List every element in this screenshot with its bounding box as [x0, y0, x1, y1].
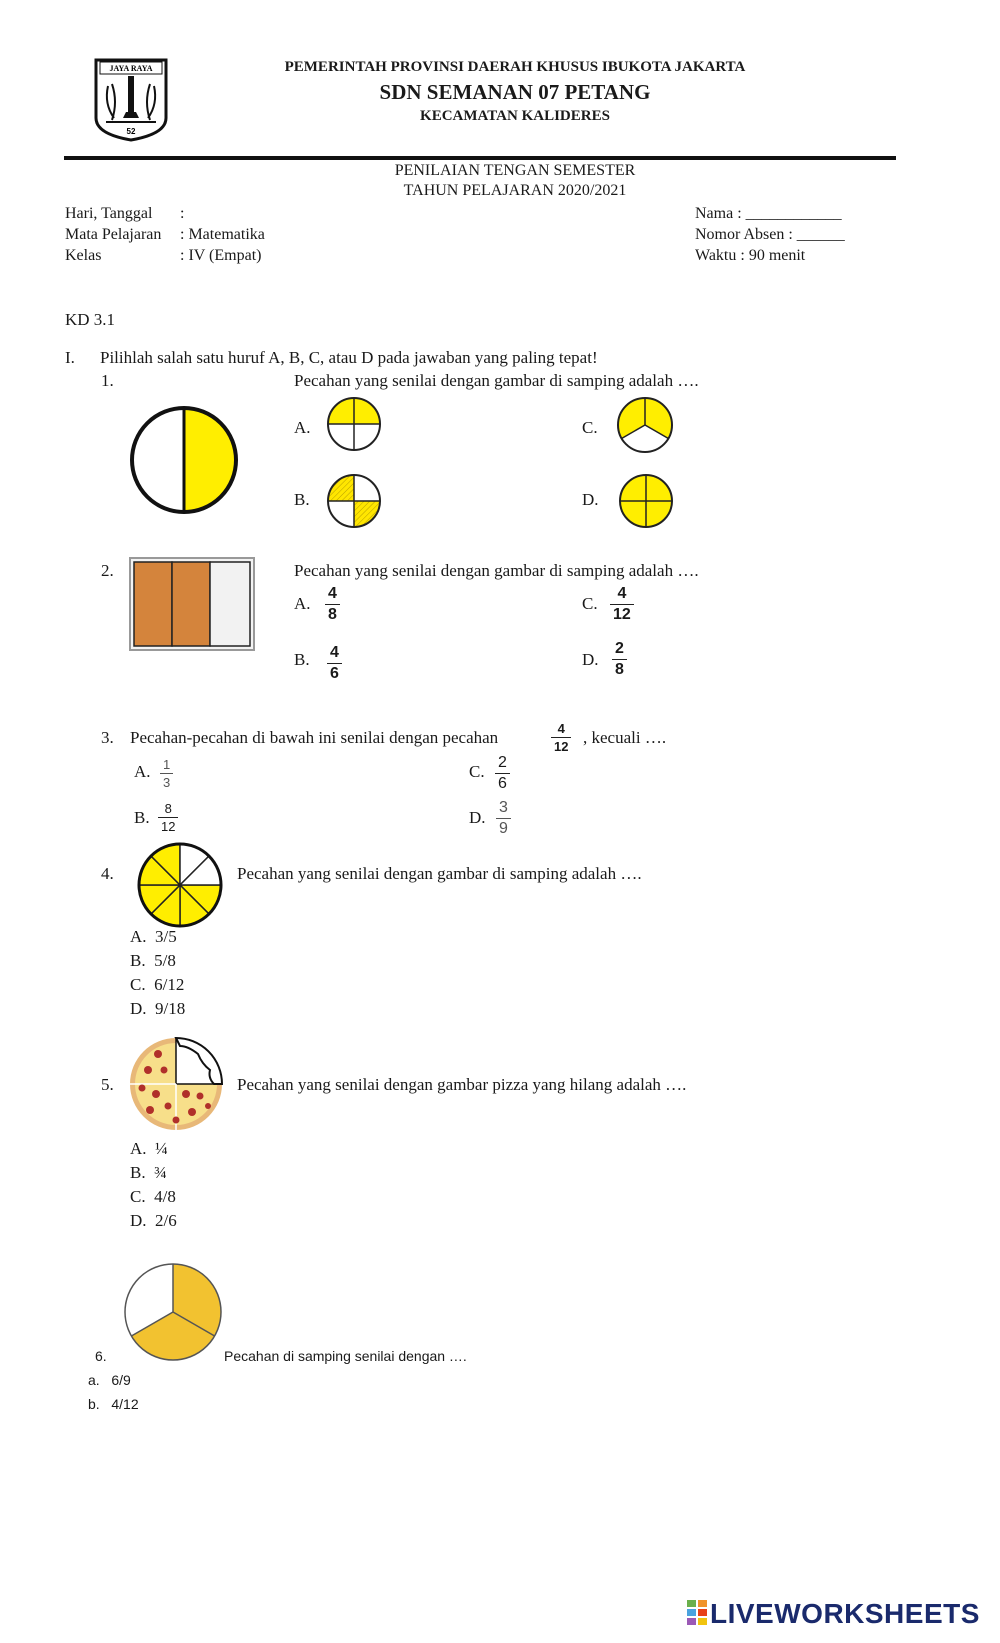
q3-ref-num: 4: [557, 721, 565, 736]
q2-text: Pecahan yang senilai dengan gambar di samping adalah ….: [294, 561, 699, 580]
q3-d-den: 9: [496, 818, 511, 837]
q3-c-num: 2: [498, 754, 507, 771]
header-line1: PEMERINTAH PROVINSI DAERAH KHUSUS IBUKOTA JAKARTA: [284, 59, 746, 75]
q3-number: 3.: [101, 728, 114, 747]
q5-option-b[interactable]: [130, 1163, 167, 1183]
q1-option-b-figure[interactable]: [325, 472, 383, 535]
q4-number: 4.: [101, 864, 114, 883]
q1-option-a-figure[interactable]: [325, 395, 383, 458]
absen-field: Nomor Absen : ______: [695, 226, 845, 243]
q1-option-c[interactable]: C.: [582, 418, 598, 437]
q6-text: Pecahan di samping senilai dengan ….: [224, 1348, 467, 1364]
logo-text: JAYA RAYA: [109, 64, 153, 73]
q2-a-den: 8: [325, 604, 340, 623]
q2-option-c-letter[interactable]: C.: [582, 594, 598, 613]
q2-d-num: 2: [615, 640, 624, 657]
q5-d-letter: D.: [130, 1211, 147, 1230]
hari-label: Hari, Tanggal: [65, 205, 153, 222]
q2-bar-figure: [128, 556, 256, 657]
q2-d-den: 8: [612, 659, 627, 678]
section-instruction: Pilihlah salah satu huruf A, B, C, atau D pada jawaban yang paling tepat!: [100, 348, 598, 367]
q1-text: Pecahan yang senilai dengan gambar di samping adalah ….: [294, 371, 699, 390]
q6-a-value: 6/9: [111, 1372, 131, 1388]
q3-option-d-letter[interactable]: D.: [469, 808, 486, 827]
q4-c-letter: C.: [130, 975, 146, 994]
q5-b-value: ¾: [154, 1163, 167, 1182]
q3-a-den: 3: [160, 773, 173, 789]
section-number: I.: [65, 348, 75, 367]
mapel-value: : Matematika: [180, 226, 265, 243]
q3-option-b-fraction[interactable]: [158, 802, 178, 833]
q1-option-d[interactable]: D.: [582, 490, 599, 509]
q3-option-c-fraction[interactable]: [495, 755, 510, 792]
q5-option-d[interactable]: [130, 1211, 177, 1231]
kelas-label: Kelas: [65, 247, 102, 264]
q4-b-value: 5/8: [154, 951, 176, 970]
logo-number: 52: [126, 127, 136, 136]
q4-b-letter: B.: [130, 951, 146, 970]
q5-b-letter: B.: [130, 1163, 146, 1182]
q2-option-a-letter[interactable]: A.: [294, 594, 311, 613]
q4-option-b[interactable]: [130, 951, 176, 971]
q3-option-a-letter[interactable]: A.: [134, 762, 151, 781]
liveworksheets-logo-icon: [687, 1600, 707, 1631]
q1-option-c-figure[interactable]: [615, 395, 675, 460]
exam-title: PENILAIAN TENGAN SEMESTER: [394, 162, 636, 179]
school-name: SDN SEMANAN 07 PETANG: [379, 80, 651, 104]
exam-year: TAHUN PELAJARAN 2020/2021: [403, 182, 627, 199]
q1-number: 1.: [101, 371, 114, 390]
q3-c-den: 6: [495, 773, 510, 792]
q3-b-num: 8: [164, 801, 172, 816]
q2-option-d-fraction[interactable]: [612, 641, 627, 678]
hari-value: :: [180, 205, 185, 222]
q3-b-den: 12: [158, 817, 178, 833]
q5-a-value: ¼: [155, 1139, 168, 1158]
q4-eighths-circle-figure: [136, 841, 224, 934]
q4-c-value: 6/12: [154, 975, 185, 994]
kelas-value: : IV (Empat): [180, 247, 262, 264]
header-line3: KECAMATAN KALIDERES: [420, 108, 610, 124]
q4-d-value: 9/18: [155, 999, 186, 1018]
q3-option-d-fraction[interactable]: [496, 800, 511, 837]
q5-option-c[interactable]: [130, 1187, 176, 1207]
waktu-field: Waktu : 90 menit: [695, 247, 806, 264]
q1-half-circle-figure: [128, 404, 240, 521]
q4-option-a[interactable]: [130, 927, 177, 947]
q3-option-c-letter[interactable]: C.: [469, 762, 485, 781]
q6-thirds-circle-figure: [121, 1258, 225, 1367]
q6-number: 6.: [95, 1348, 107, 1364]
q5-number: 5.: [101, 1075, 114, 1094]
q2-option-b-fraction[interactable]: [327, 645, 342, 682]
q5-text: Pecahan yang senilai dengan gambar pizza yang hilang adalah ….: [237, 1075, 687, 1094]
q3-option-b-letter[interactable]: B.: [134, 808, 150, 827]
q1-option-b[interactable]: B.: [294, 490, 310, 509]
q2-c-den: 12: [610, 604, 634, 623]
q4-option-c[interactable]: [130, 975, 184, 995]
q2-a-num: 4: [328, 585, 337, 602]
q4-text: Pecahan yang senilai dengan gambar di samping adalah ….: [237, 864, 642, 883]
q6-option-b[interactable]: [88, 1396, 139, 1412]
q3-text-before: Pecahan-pecahan di bawah ini senilai dengan pecahan: [130, 728, 499, 747]
q3-option-a-fraction[interactable]: [160, 758, 173, 789]
liveworksheets-brand[interactable]: LIVEWORKSHEETS: [710, 1598, 980, 1629]
q2-c-num: 4: [617, 585, 627, 602]
q2-number: 2.: [101, 561, 114, 580]
q6-a-letter: a.: [88, 1372, 100, 1388]
nama-field: Nama : ____________: [695, 205, 842, 222]
q1-option-d-figure[interactable]: [617, 472, 675, 535]
q6-b-value: 4/12: [111, 1396, 139, 1412]
q2-option-d-letter[interactable]: D.: [582, 650, 599, 669]
mapel-label: Mata Pelajaran: [65, 226, 162, 243]
q6-option-a[interactable]: [88, 1372, 131, 1388]
q5-c-letter: C.: [130, 1187, 146, 1206]
q2-option-b-letter[interactable]: B.: [294, 650, 310, 669]
q4-a-letter: A.: [130, 927, 147, 946]
header-divider: [64, 156, 896, 160]
q6-b-letter: b.: [88, 1396, 100, 1412]
q5-c-value: 4/8: [154, 1187, 176, 1206]
q3-d-num: 3: [499, 799, 508, 816]
q5-pizza-figure: [128, 1032, 226, 1137]
kd-label: KD 3.1: [65, 310, 116, 329]
q3-ref-den: 12: [551, 737, 571, 753]
q5-d-value: 2/6: [155, 1211, 177, 1230]
q3-a-num: 1: [163, 757, 171, 772]
q3-text-after: , kecuali ….: [583, 728, 667, 747]
q2-b-den: 6: [327, 663, 342, 682]
q4-a-value: 3/5: [155, 927, 177, 946]
school-logo: [92, 56, 170, 142]
q3-reference-fraction: [551, 722, 571, 753]
q5-a-letter: A.: [130, 1139, 147, 1158]
q2-option-c-fraction[interactable]: [610, 586, 634, 623]
q4-option-d[interactable]: [130, 999, 185, 1019]
q1-option-a[interactable]: A.: [294, 418, 311, 437]
q5-option-a[interactable]: [130, 1139, 168, 1159]
q2-b-num: 4: [330, 644, 339, 661]
q4-d-letter: D.: [130, 999, 147, 1018]
q2-option-a-fraction[interactable]: [325, 586, 340, 623]
